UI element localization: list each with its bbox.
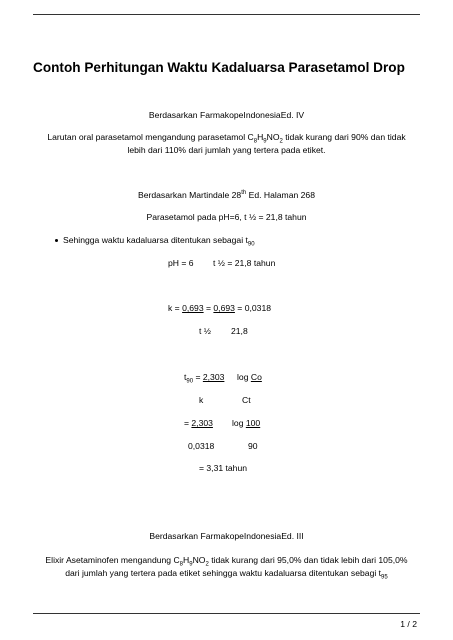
half-life-value: t ½ = 21,8 tahun bbox=[213, 258, 276, 268]
elixir-paragraph-line-1: Elixir Asetaminofen mengandung $C_8H_9NO_2$ tidak kurang dari 95,0% dan tidak lebih dari 105,0% bbox=[45, 555, 408, 568]
reference-martindale: Berdasarkan Martindale 28th Ed. Halaman 268 bbox=[138, 190, 315, 200]
page-number: 1 / 2 bbox=[400, 619, 417, 629]
top-rule bbox=[33, 14, 420, 15]
ph-statement: Parasetamol pada pH=6, t ½ = 21,8 tahun bbox=[146, 212, 307, 222]
k-denominator-value: 21,8 bbox=[231, 326, 248, 336]
bullet-dot bbox=[55, 239, 58, 242]
t90-denominator-ct: Ct bbox=[242, 395, 251, 405]
reference-farmakope-iv: Berdasarkan FarmakopeIndonesiaEd. IV bbox=[148, 110, 305, 120]
t90-substitution: = 2,303 bbox=[184, 418, 213, 428]
t90-denominator-k: k bbox=[199, 395, 204, 405]
t90-log-co: log Co bbox=[237, 372, 262, 382]
t90-ninety: 90 bbox=[248, 441, 258, 451]
reference-farmakope-iii: Berdasarkan FarmakopeIndonesiaEd. III bbox=[149, 531, 304, 541]
t90-result: = 3,31 tahun bbox=[199, 463, 248, 473]
t90-log-100: log 100 bbox=[232, 418, 261, 428]
k-denominator-symbol: t ½ bbox=[199, 326, 211, 336]
bottom-rule bbox=[33, 613, 420, 614]
elixir-paragraph-line-2: dari jumlah yang tertera pada etiket sehingga waktu kadaluarsa ditentukan sebagi $t_{95}$ bbox=[65, 568, 388, 581]
paragraph-line-2: lebih dari 110% dari jumlah yang tertera pada etiket. bbox=[127, 145, 326, 155]
bullet-text: Sehingga waktu kadaluarsa ditentukan sebagai $t_{90}$ bbox=[63, 235, 255, 248]
k-equation: k = 0,693 = 0,693 = 0,0318 bbox=[168, 303, 272, 313]
ph-value: pH = 6 bbox=[168, 258, 194, 268]
page-title: Contoh Perhitungan Waktu Kadaluarsa Parasetamol Drop bbox=[33, 60, 405, 75]
t90-k-value: 0,0318 bbox=[188, 441, 215, 451]
paragraph-line-1: Larutan oral parasetamol mengandung parasetamol $C_8H_9NO_2$ tidak kurang dari 90% dan tidak bbox=[47, 132, 406, 145]
t90-equation: $t_{90} = 2,303$ bbox=[184, 372, 225, 385]
